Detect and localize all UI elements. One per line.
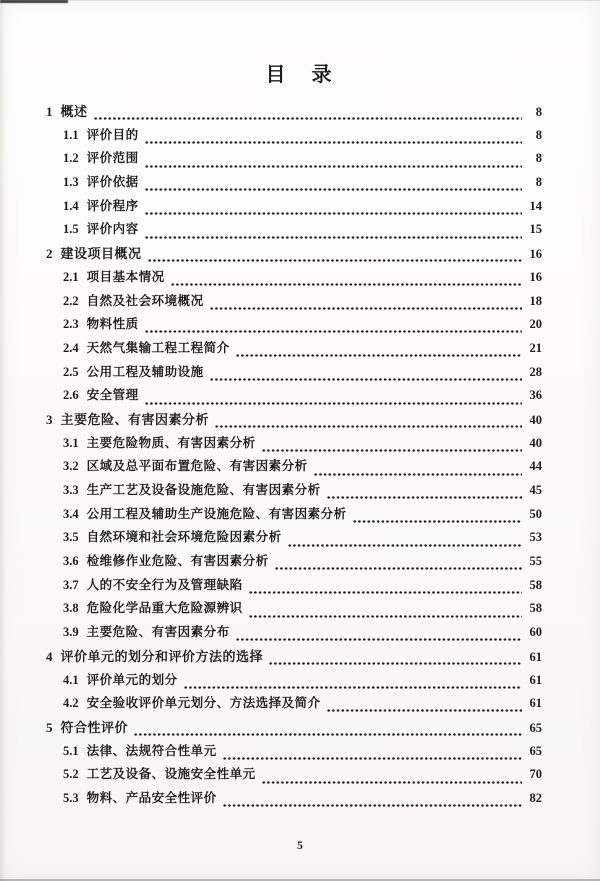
toc-entry-number: 3.7 <box>63 577 79 592</box>
toc-entry-title: 评价目的 <box>86 127 139 142</box>
toc-entry-number: 5.1 <box>63 743 79 758</box>
toc-entry <box>0 101 542 125</box>
toc-entry <box>0 243 542 267</box>
toc-entry <box>0 291 542 315</box>
toc-entry-title: 评价程序 <box>86 198 139 213</box>
toc-entry-number: 3.1 <box>63 435 79 450</box>
toc-entry-number: 2.1 <box>63 269 79 284</box>
toc-entry-page: 45 <box>529 483 542 497</box>
scan-artifact-left-shade <box>0 0 6 881</box>
toc-dot-leader <box>249 591 522 594</box>
toc-entry-title: 评价单元的划分和评价方法的选择 <box>60 648 264 664</box>
toc-entry-page: 40 <box>529 412 542 427</box>
toc-entry <box>0 409 542 433</box>
toc-entry-title: 自然环境和社会环境危险因素分析 <box>86 530 282 545</box>
toc-entry <box>0 717 542 741</box>
toc-entry <box>0 670 542 694</box>
toc-entry-number: 1.1 <box>63 127 79 142</box>
toc-entry <box>0 385 542 409</box>
toc-dot-leader <box>215 425 522 428</box>
toc-entry-number: 1.4 <box>63 198 79 213</box>
toc-entry <box>0 480 542 504</box>
toc-entry-page: 53 <box>529 530 542 545</box>
toc-entry-number: 2 <box>46 246 53 262</box>
toc-entry-page: 60 <box>529 625 542 640</box>
toc-dot-leader <box>134 733 522 736</box>
toc-dot-leader <box>145 188 522 191</box>
toc-entry-number: 3.2 <box>63 459 79 474</box>
toc-dot-leader <box>145 330 522 333</box>
toc-entry-page: 15 <box>529 222 542 237</box>
toc-entry-title: 安全验收评价单元划分、方法选择及简介 <box>86 696 321 711</box>
toc-dot-leader <box>210 307 522 310</box>
toc-entry-page: 40 <box>529 435 542 450</box>
toc-entry-number: 3.4 <box>63 506 79 521</box>
toc-entry-page: 58 <box>529 601 542 616</box>
toc-entry <box>0 456 542 480</box>
toc-entry-number: 4 <box>46 648 53 664</box>
toc-entry-title: 人的不安全行为及管理缺陷 <box>86 577 243 592</box>
toc-entry-title: 物料性质 <box>86 317 139 332</box>
toc-entry <box>0 741 542 765</box>
toc-entry-title: 符合性评价 <box>60 719 129 735</box>
toc-entry-title: 法律、法规符合性单元 <box>86 743 217 758</box>
toc-entry-page: 82 <box>529 790 542 805</box>
toc-entry <box>0 148 542 172</box>
toc-entry <box>0 693 542 717</box>
toc-entry <box>0 338 542 362</box>
toc-entry-title: 安全管理 <box>86 388 139 403</box>
toc-entry-number: 4.1 <box>63 672 79 687</box>
toc-entry-page: 70 <box>529 767 542 782</box>
toc-entry <box>0 551 542 575</box>
toc-entry <box>0 433 542 457</box>
toc-dot-leader <box>236 638 522 641</box>
toc-dot-leader <box>184 686 522 689</box>
toc-dot-leader <box>145 236 522 239</box>
toc-entry-title: 区域及总平面布置危险、有害因素分析 <box>86 459 308 474</box>
toc-dot-leader <box>262 781 522 784</box>
scan-artifact-top-smudge <box>0 0 68 3</box>
toc-entry-page: 16 <box>529 247 542 262</box>
toc-entry-title: 工艺及设备、设施安全性单元 <box>86 767 256 782</box>
footer-page-number: 5 <box>297 840 303 852</box>
toc-entry-number: 3.3 <box>63 483 79 497</box>
toc-entry-title: 天然气集输工程工程简介 <box>86 340 230 355</box>
toc-entry-title: 评价范围 <box>86 151 139 166</box>
toc-entry-page: 8 <box>535 127 542 142</box>
toc-entry-number: 1 <box>46 104 53 119</box>
toc-dot-leader <box>236 354 522 357</box>
toc-entry <box>0 196 542 220</box>
toc-entry-page: 8 <box>535 151 542 166</box>
toc-entry-title: 评价内容 <box>86 222 139 237</box>
toc-dot-leader <box>269 662 522 665</box>
toc-entry-page: 28 <box>529 364 542 379</box>
toc-dot-leader <box>171 283 522 286</box>
toc-entry-page: 61 <box>529 649 542 664</box>
toc-entry-page: 8 <box>535 175 542 190</box>
toc-entry-number: 2.5 <box>63 364 79 379</box>
toc-entry-number: 3.9 <box>63 625 79 640</box>
toc-entry-number: 5.3 <box>63 790 79 805</box>
toc-entry <box>0 622 542 646</box>
scan-artifact-top-line <box>0 0 600 1</box>
toc-entry-number: 2.6 <box>63 388 79 403</box>
toc-entry-number: 5 <box>46 719 53 735</box>
toc-dot-leader <box>145 212 522 215</box>
toc-entry-page: 58 <box>529 577 542 592</box>
toc-entry-title: 概述 <box>60 104 88 119</box>
toc-dot-leader <box>275 567 522 570</box>
toc-entry-title: 项目基本情况 <box>86 269 165 284</box>
toc-dot-leader <box>327 709 522 712</box>
toc-entry-page: 20 <box>529 317 542 332</box>
toc-dot-leader <box>223 757 522 760</box>
toc-dot-leader <box>327 496 522 499</box>
toc-entry-title: 危险化学品重大危险源辨识 <box>86 601 243 616</box>
toc-entry-number: 5.2 <box>63 767 79 782</box>
toc-entry-title: 物料、产品安全性评价 <box>86 790 217 805</box>
toc-entry-title: 主要危险、有害因素分布 <box>86 625 230 640</box>
toc-entry-title: 生产工艺及设备设施危险、有害因素分析 <box>86 483 321 497</box>
toc-dot-leader <box>288 544 522 547</box>
toc-dot-leader <box>94 117 522 120</box>
toc-entry <box>0 125 542 149</box>
toc-list <box>0 87 600 812</box>
toc-entry-number: 3.8 <box>63 601 79 616</box>
toc-entry <box>0 764 542 788</box>
toc-entry-page: 55 <box>529 554 542 569</box>
toc-entry-page: 61 <box>529 696 542 711</box>
toc-entry-page: 50 <box>529 506 542 521</box>
toc-entry-number: 1.2 <box>63 151 79 166</box>
toc-entry-number: 3.6 <box>63 554 79 569</box>
toc-entry-title: 评价单元的划分 <box>86 672 178 687</box>
toc-entry <box>0 172 542 196</box>
toc-entry <box>0 219 542 243</box>
toc-entry-title: 公用工程及辅助生产设施危险、有害因素分析 <box>86 506 347 521</box>
toc-entry-page: 8 <box>535 105 542 119</box>
toc-entry-title: 自然及社会环境概况 <box>86 293 204 308</box>
toc-entry <box>0 788 542 812</box>
toc-dot-leader <box>148 259 522 262</box>
toc-dot-leader <box>210 378 522 381</box>
toc-entry <box>0 504 542 528</box>
toc-entry-page: 36 <box>529 388 542 403</box>
toc-entry-page: 16 <box>529 269 542 284</box>
toc-entry-title: 建设项目概况 <box>60 246 142 262</box>
toc-entry <box>0 314 542 338</box>
toc-entry-page: 65 <box>529 720 542 735</box>
toc-entry-number: 2.4 <box>63 340 79 355</box>
toc-entry-number: 3 <box>46 411 53 427</box>
toc-dot-leader <box>145 402 522 405</box>
toc-entry-number: 1.3 <box>63 175 79 190</box>
toc-entry-number: 3.5 <box>63 530 79 545</box>
toc-entry-number: 4.2 <box>63 696 79 711</box>
toc-title: 目 录 <box>265 64 335 86</box>
toc-entry-page: 18 <box>529 293 542 308</box>
toc-dot-leader <box>262 449 522 452</box>
toc-entry <box>0 527 542 551</box>
toc-entry-title: 主要危险、有害因素分析 <box>60 411 210 427</box>
toc-entry-number: 1.5 <box>63 222 79 237</box>
toc-entry <box>0 362 542 386</box>
toc-dot-leader <box>223 804 522 807</box>
toc-entry-page: 21 <box>529 340 542 355</box>
toc-dot-leader <box>249 615 522 618</box>
toc-dot-leader <box>353 520 522 523</box>
toc-entry-page: 61 <box>529 672 542 687</box>
toc-entry-page: 65 <box>529 743 542 758</box>
toc-entry-title: 公用工程及辅助设施 <box>86 364 204 379</box>
toc-entry-number: 2.3 <box>63 317 79 332</box>
toc-entry <box>0 646 542 670</box>
toc-entry-title: 主要危险物质、有害因素分析 <box>86 435 256 450</box>
toc-dot-leader <box>145 141 522 144</box>
toc-entry-number: 2.2 <box>63 293 79 308</box>
toc-entry-title: 评价依据 <box>86 175 139 190</box>
toc-entry-title: 检维修作业危险、有害因素分析 <box>86 554 269 569</box>
toc-entry-page: 14 <box>529 198 542 213</box>
toc-entry <box>0 575 542 599</box>
toc-dot-leader <box>314 473 522 476</box>
toc-entry <box>0 267 542 291</box>
toc-dot-leader <box>145 165 522 168</box>
toc-entry <box>0 598 542 622</box>
toc-entry-page: 44 <box>529 459 542 474</box>
